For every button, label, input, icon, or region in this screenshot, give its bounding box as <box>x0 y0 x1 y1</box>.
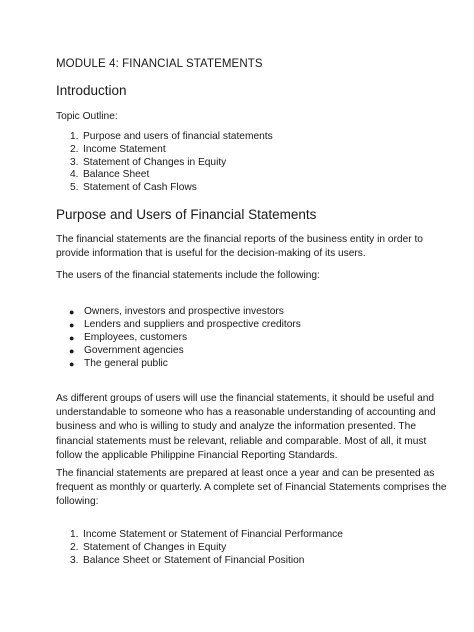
paragraph-frequency: The financial statements are prepared at least once a year and can be presented as frequent as monthly or quarterly. A complete set of Financial Statements comprises the following: <box>56 468 447 508</box>
list-item: ● Government agencies <box>69 344 184 356</box>
topic-outline-list <box>56 131 454 195</box>
list-item: 5. Statement of Cash Flows <box>70 182 197 194</box>
bullet-icon: ● <box>69 358 75 369</box>
list-item: 1. Purpose and users of financial statements <box>70 131 273 142</box>
purpose-heading: Purpose and Users of Financial Statements <box>56 207 317 222</box>
components-list <box>56 529 454 567</box>
list-item: 3. Balance Sheet or Statement of Financial Position <box>70 554 305 566</box>
users-list <box>56 306 454 371</box>
document-title: MODULE 4: FINANCIAL STATEMENTS <box>56 58 263 70</box>
list-item: ● The general public <box>69 357 168 369</box>
bullet-icon: ● <box>69 345 75 356</box>
list-item: 2. Statement of Changes in Equity <box>70 541 227 553</box>
list-item: ● Employees, customers <box>69 331 188 343</box>
list-item: 4. Balance Sheet <box>70 169 150 181</box>
list-item: 2. Income Statement <box>70 143 166 155</box>
list-item: ● Lenders and suppliers and prospective creditors <box>69 318 301 330</box>
introduction-heading: Introduction <box>56 83 127 98</box>
bullet-icon: ● <box>69 319 75 330</box>
bullet-icon: ● <box>69 307 75 317</box>
list-item: 1. Income Statement or Statement of Financial Performance <box>70 529 343 540</box>
list-item: ● Owners, investors and prospective investors <box>69 306 284 317</box>
list-item: 3. Statement of Changes in Equity <box>70 156 227 168</box>
topic-outline-label: Topic Outline: <box>56 111 118 122</box>
paragraph-users-intro: The users of the financial statements include the following: <box>56 270 320 281</box>
paragraph-usefulness: As different groups of users will use the financial statements, it should be useful and understandable to someone who has a reasonable understanding of accounting and business and who is willing to study and analyze the information presented. The financial statements must be relevant, reliable and comparable. Most of all, it must follow the applicable Philippine Financial Reporting Standards. <box>56 393 436 461</box>
paragraph-definition: The financial statements are the financial reports of the business entity in order to provide information that is useful for the decision-making of its users. <box>56 234 423 260</box>
bullet-icon: ● <box>69 332 75 343</box>
